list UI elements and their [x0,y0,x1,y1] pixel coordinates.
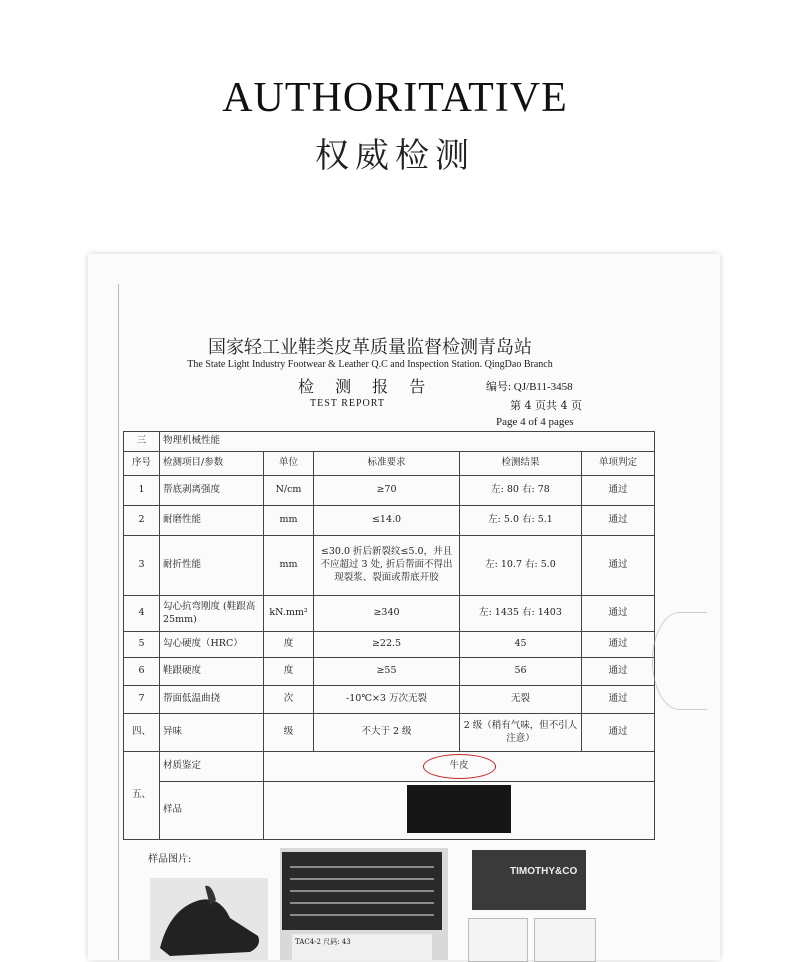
row-item: 勾心硬度（HRC） [160,632,264,658]
row-item: 帮底剥离强度 [160,476,264,506]
row-item: 耐折性能 [160,536,264,596]
row-req: ≥70 [314,476,460,506]
row-req: ≤30.0 折后新裂纹≤5.0，并且不应超过 3 处, 折后帮面不得出现裂浆、裂面或帮底开胶 [314,536,460,596]
row-req: ≤14.0 [314,506,460,536]
section-header-row [124,432,655,452]
table-row [124,632,655,658]
row-req: ≥22.5 [314,632,460,658]
brand-box-photo [472,850,586,910]
row-result: 无裂 [460,686,582,714]
row-item: 耐磨性能 [160,506,264,536]
row-no: 2 [124,506,160,536]
table-row [124,686,655,714]
section-number: 三 [124,432,160,452]
section-title: 物理机械性能 [160,432,655,452]
row-no: 7 [124,686,160,714]
row-result: 左: 10.7 右: 5.0 [460,536,582,596]
material-label: 材质鉴定 [160,752,264,782]
row-result: 2 级（稍有气味，但不引人注意） [460,714,582,752]
document-photo-2 [534,918,596,962]
report-title-en: TEST REPORT [310,398,385,409]
row-verdict: 通过 [582,506,655,536]
row-verdict: 通过 [582,596,655,632]
row-unit: mm [264,536,314,596]
row-result: 左: 80 右: 78 [460,476,582,506]
test-results-table [123,431,655,840]
org-name-en: The State Light Industry Footwear & Leather Q.C and Inspection Station. QingDao Branch [187,359,553,370]
row-unit: 级 [264,714,314,752]
col-header-result: 检测结果 [460,452,582,476]
report-title-cn: 检 测 报 告 [298,377,434,396]
row-item: 勾心抗弯刚度 (鞋跟高 25mm) [160,596,264,632]
page-subtitle: 权威检测 [315,136,475,176]
row-item: 鞋跟硬度 [160,658,264,686]
certificate-tag [282,852,442,930]
table-row [124,714,655,752]
row-verdict: 通过 [582,714,655,752]
row-unit: 次 [264,686,314,714]
table-row [124,476,655,506]
col-header-verdict: 单项判定 [582,452,655,476]
table-row [124,536,655,596]
col-header-item: 检测项目/参数 [160,452,264,476]
org-name-cn: 国家轻工业鞋类皮革质量监督检测青岛站 [208,337,532,358]
row-no: 1 [124,476,160,506]
size-tag: TAC4-2 尺码: 43 [292,934,432,960]
row-no: 6 [124,658,160,686]
row-result: 45 [460,632,582,658]
sample-row [124,782,655,840]
row-unit: N/cm [264,476,314,506]
report-number: 编号: QJ/B11-3458 [486,381,573,393]
brand-logo-text: TIMOTHY&CO [510,866,578,877]
scan-edge [118,284,119,960]
row-no: 四、 [124,714,160,752]
row-unit: 度 [264,658,314,686]
row-req: ≥55 [314,658,460,686]
material-value: 牛皮 [423,754,496,779]
row-unit: mm [264,506,314,536]
material-row [124,752,655,782]
col-header-unit: 单位 [264,452,314,476]
row-verdict: 通过 [582,686,655,714]
row-verdict: 通过 [582,476,655,506]
row-verdict: 通过 [582,632,655,658]
col-header-req: 标准要求 [314,452,460,476]
row-no: 4 [124,596,160,632]
column-header-row [124,452,655,476]
document-photo-1 [468,918,528,962]
leather-sample-image [407,785,511,833]
sample-label: 样品 [160,782,264,840]
row-unit: kN.mm² [264,596,314,632]
col-header-no: 序号 [124,452,160,476]
row-verdict: 通过 [582,536,655,596]
photos-label: 样品图片: [148,854,192,865]
row-unit: 度 [264,632,314,658]
row-item: 帮面低温曲挠 [160,686,264,714]
row-item: 异味 [160,714,264,752]
page-title: AUTHORITATIVE [222,75,568,121]
shoe-photo [150,878,268,960]
page-count-cn: 第 4 页共 4 页 [510,399,582,412]
table-row [124,658,655,686]
row-result: 左: 1435 右: 1403 [460,596,582,632]
shoe-icon [150,878,268,960]
page-count-en: Page 4 of 4 pages [496,416,574,428]
row-req: ≥340 [314,596,460,632]
material-value-cell [264,752,655,782]
row-result: 左: 5.0 右: 5.1 [460,506,582,536]
row-result: 56 [460,658,582,686]
official-seal [652,612,707,710]
table-row [124,596,655,632]
row-no: 3 [124,536,160,596]
row-req: 不大于 2 级 [314,714,460,752]
row-no: 5 [124,632,160,658]
section5-number: 五、 [124,752,160,840]
table-row [124,506,655,536]
row-verdict: 通过 [582,658,655,686]
row-req: -10℃×3 万次无裂 [314,686,460,714]
sample-swatch-cell [264,782,655,840]
